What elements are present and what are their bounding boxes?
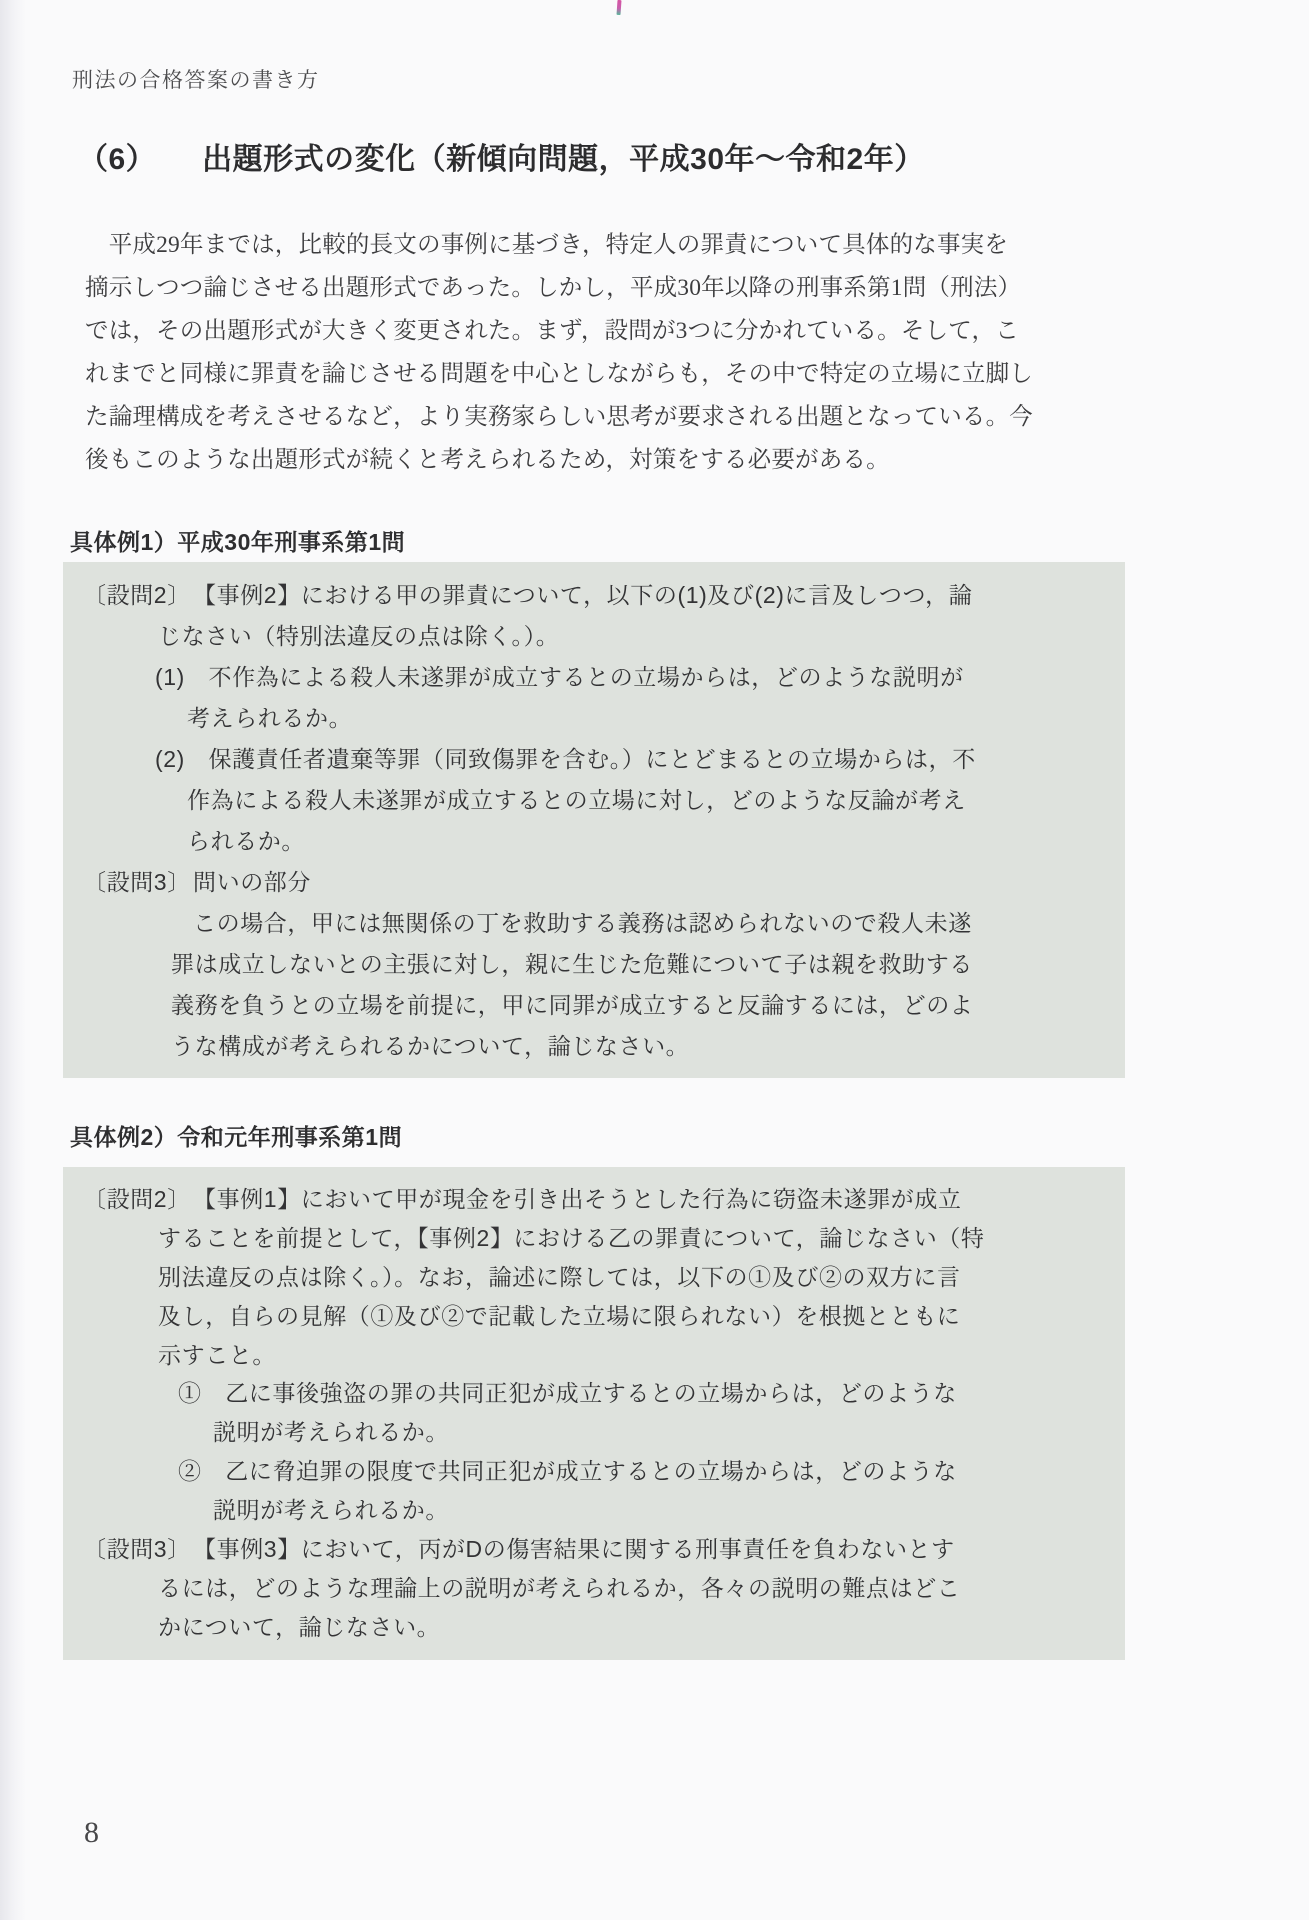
question-box-line: 示すこと。 — [158, 1341, 276, 1368]
question-box-line: られるか。 — [187, 828, 305, 854]
example2-question-box — [63, 1167, 1125, 1660]
question-box-line: 作為による殺人未遂罪が成立するとの立場に対し，どのような反論が考え — [187, 787, 966, 813]
question-box-line: ② 乙に脅迫罪の限度で共同正犯が成立するとの立場からは，どのような — [178, 1458, 957, 1485]
question-text: 問いの部分 — [193, 869, 311, 895]
setsumon-label: 〔設問3〕 — [83, 869, 191, 895]
question-box-line: じなさい（特別法違反の点は除く。）。 — [158, 623, 560, 649]
question-box-line — [83, 1180, 1125, 1219]
intro-line: た論理構成を考えさせるなど，より実務家らしい思考が要求される出題となっている。今 — [85, 404, 1033, 430]
question-box-line: うな構成が考えられるかについて，論じなさい。 — [171, 1033, 690, 1059]
question-box-line: この場合，甲には無関係の丁を救助する義務は認められないので殺人未遂 — [193, 910, 972, 936]
question-box-line: 考えられるか。 — [187, 705, 353, 731]
question-box-line — [83, 575, 1125, 616]
question-box-line: 義務を負うとの立場を前提に，甲に同罪が成立すると反論するには，どのよ — [171, 992, 974, 1018]
question-box-line: 及し，自らの見解（①及び②で記載した立場に限られない）を根拠とともに — [158, 1302, 961, 1329]
question-box-line — [83, 862, 1125, 903]
question-text: 【事例1】において甲が現金を引き出そうとした行為に窃盗未遂罪が成立 — [193, 1186, 962, 1212]
question-text: 【事例2】における甲の罪責について，以下の(1)及び(2)に言及しつつ，論 — [193, 582, 973, 608]
setsumon-label: 〔設問2〕 — [83, 582, 191, 608]
intro-line: 摘示しつつ論じさせる出題形式であった。しかし，平成30年以降の刑事系第1問（刑法） — [85, 275, 1022, 301]
page-edge-shadow — [0, 0, 26, 1920]
intro-line: では，その出題形式が大きく変更された。まず，設問が3つに分かれている。そして，こ — [85, 318, 1019, 344]
setsumon-label: 〔設問2〕 — [83, 1186, 191, 1212]
question-box-line: ① 乙に事後強盗の罪の共同正犯が成立するとの立場からは，どのような — [178, 1380, 957, 1407]
running-header: 刑法の合格答案の書き方 — [72, 69, 320, 92]
scan-artifact-mark — [616, 0, 621, 15]
question-box-line: るには，どのような理論上の説明が考えられるか，各々の説明の難点はどこ — [158, 1574, 961, 1601]
section-title: （6） 出題形式の変化（新傾向問題，平成30年～令和2年） — [78, 143, 925, 176]
question-box-line: 別法違反の点は除く。）。なお，論述に際しては，以下の①及び②の双方に言 — [158, 1263, 961, 1290]
page-number: 8 — [84, 1816, 99, 1849]
question-box-line: 説明が考えられるか。 — [213, 1419, 449, 1446]
question-box-line — [83, 1530, 1125, 1569]
question-box-line: (2) 保護責任者遺棄等罪（同致傷罪を含む。）にとどまるとの立場からは，不 — [155, 746, 976, 772]
setsumon-label: 〔設問3〕 — [83, 1536, 191, 1563]
question-box-line: 説明が考えられるか。 — [213, 1497, 449, 1524]
example2-heading: 具体例2）令和元年刑事系第1問 — [70, 1124, 403, 1150]
question-box-line: することを前提として，【事例2】における乙の罪責について，論じなさい（特 — [158, 1224, 985, 1251]
intro-line: 平成29年までは，比較的長文の事例に基づき，特定人の罪責について具体的な事実を — [85, 232, 1009, 258]
question-box-line: 罪は成立しないとの主張に対し，親に生じた危難について子は親を救助する — [171, 951, 973, 977]
intro-line: 後もこのような出題形式が続くと考えられるため，対策をする必要がある。 — [85, 447, 890, 473]
question-box-line: (1) 不作為による殺人未遂罪が成立するとの立場からは，どのような説明が — [155, 664, 964, 690]
question-box-line: かについて，論じなさい。 — [158, 1613, 441, 1640]
intro-paragraph — [85, 224, 1033, 482]
example1-question-box — [63, 562, 1125, 1078]
example1-heading: 具体例1）平成30年刑事系第1問 — [70, 529, 406, 555]
question-text: 【事例3】において，丙がDの傷害結果に関する刑事責任を負わないとす — [193, 1536, 955, 1563]
intro-line: れまでと同様に罪責を論じさせる問題を中心としながらも，その中で特定の立場に立脚し — [85, 361, 1033, 387]
